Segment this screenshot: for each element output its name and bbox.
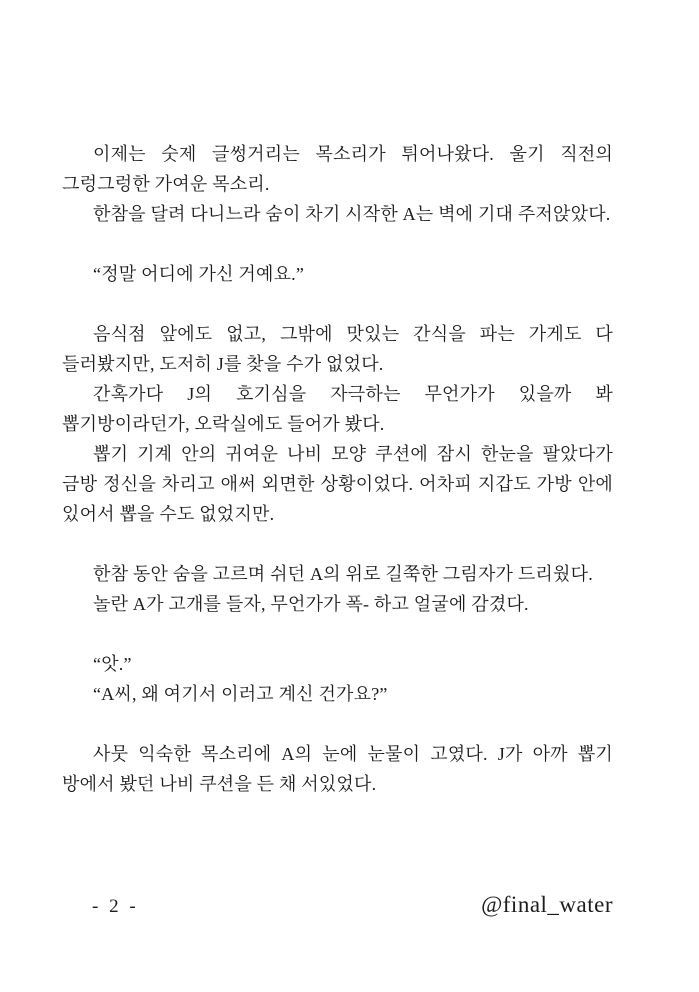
paragraph: 한참 동안 숨을 고르며 쉬던 A의 위로 길쭉한 그림자가 드리웠다. <box>93 564 593 584</box>
paragraph: 간혹가다 J의 호기심을 자극하는 무언가가 있을까 봐 뽑기방이라던가, 오락실에도 들어가 봤다. <box>62 384 613 434</box>
paragraph: 이제는 숫제 글썽거리는 목소리가 튀어나왔다. 울기 직전의 그렁그렁한 가여운 목소리. <box>62 144 613 194</box>
paragraph: “A씨, 왜 여기서 이러고 계신 건가요?” <box>93 684 388 704</box>
paragraph: 뽑기 기계 안의 귀여운 나비 모양 쿠션에 잠시 한눈을 팔았다가 금방 정신을 차리고 애써 외면한 상황이었다. 어차피 지갑도 가방 안에 있어서 뽑을 수도 없었지만. <box>62 444 613 524</box>
author-handle: @final_water <box>481 892 613 917</box>
page-number: - 2 - <box>92 896 139 917</box>
paragraph: “정말 어디에 가신 거예요.” <box>93 264 305 284</box>
paragraph: 놀란 A가 고개를 들자, 무언가가 폭- 하고 얼굴에 감겼다. <box>93 594 529 614</box>
paragraph: “앗.” <box>93 654 132 674</box>
paragraph: 사뭇 익숙한 목소리에 A의 눈에 눈물이 고였다. J가 아까 뽑기 방에서 봤던 나비 쿠션을 든 채 서있었다. <box>62 744 613 794</box>
paragraph: 음식점 앞에도 없고, 그밖에 맛있는 간식을 파는 가게도 다 들러봤지만, 도저히 J를 찾을 수가 없었다. <box>62 324 613 374</box>
paragraph: 한참을 달려 다니느라 숨이 차기 시작한 A는 벽에 기대 주저앉았다. <box>93 204 611 224</box>
page-footer <box>62 892 613 918</box>
